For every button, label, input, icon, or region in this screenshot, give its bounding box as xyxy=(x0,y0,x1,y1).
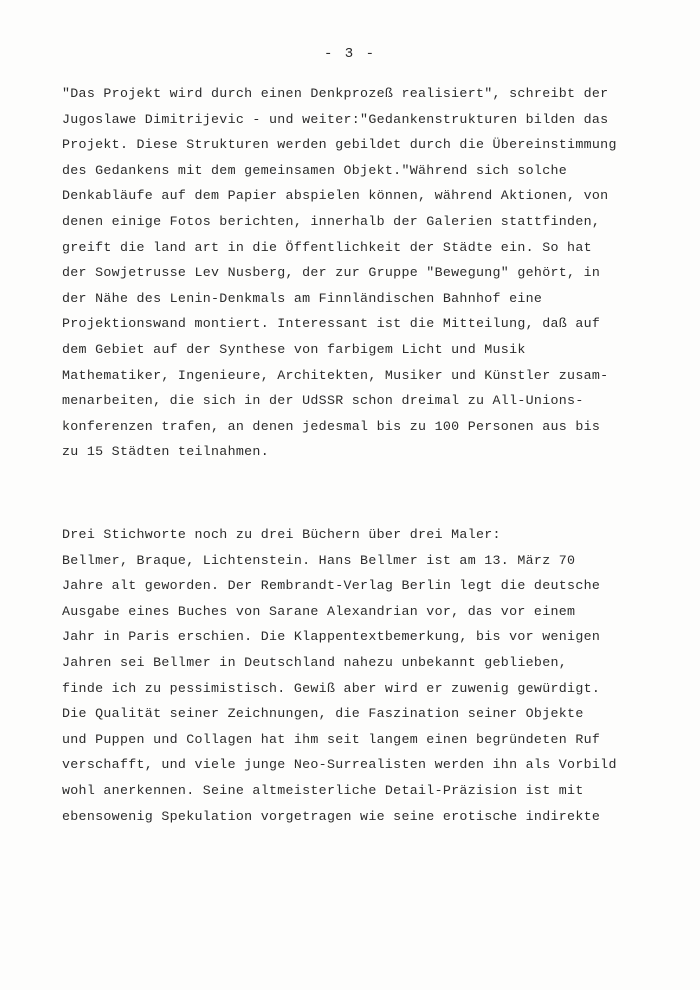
text-line: denen einige Fotos berichten, innerhalb der Galerien stattfinden, xyxy=(62,213,601,229)
text-line: Mathematiker, Ingenieure, Architekten, Musiker und Künstler zusam- xyxy=(62,367,609,383)
text-line: greift die land art in die Öffentlichkeit der Städte ein. So hat xyxy=(62,239,592,255)
text-line: Jahr in Paris erschien. Die Klappentextbemerkung, bis vor wenigen xyxy=(62,629,601,645)
text-line: Drei Stichworte noch zu drei Büchern über drei Maler: xyxy=(62,527,501,542)
text-line: konferenzen trafen, an denen jedesmal bis zu 100 Personen aus bis xyxy=(62,418,601,434)
text-line: finde ich zu pessimistisch. Gewiß aber wird er zuwenig gewürdigt. xyxy=(62,680,601,696)
text-line: des Gedankens mit dem gemeinsamen Objekt."Während sich solche xyxy=(62,162,568,178)
text-line: Jugoslawe Dimitrijevic - und weiter:"Gedankenstrukturen bilden das xyxy=(62,111,609,127)
text-line: der Sowjetrusse Lev Nusberg, der zur Gruppe "Bewegung" gehört, in xyxy=(62,265,601,281)
text-line: und Puppen und Collagen hat ihm seit langem einen begründeten Ruf xyxy=(62,731,601,747)
text-line: verschafft, und viele junge Neo-Surrealisten werden ihn als Vorbild xyxy=(62,757,617,773)
text-line: menarbeiten, die sich in der UdSSR schon dreimal zu All-Unions- xyxy=(62,393,584,409)
text-line: der Nähe des Lenin-Denkmals am Finnländischen Bahnhof eine xyxy=(62,290,543,306)
text-line: Projektionswand montiert. Interessant ist die Mitteilung, daß auf xyxy=(62,316,601,332)
text-line: wohl anerkennen. Seine altmeisterliche Detail-Präzision ist mit xyxy=(62,782,584,798)
text-line: Denkabläufe auf dem Papier abspielen können, während Aktionen, von xyxy=(62,188,609,204)
text-line: Projekt. Diese Strukturen werden gebildet durch die Übereinstimmung xyxy=(62,137,617,153)
text-line: "Das Projekt wird durch einen Denkprozeß realisiert", schreibt der xyxy=(62,86,609,101)
text-line: Jahre alt geworden. Der Rembrandt-Verlag Berlin legt die deutsche xyxy=(62,578,601,594)
paragraph-land-art xyxy=(62,81,662,465)
paragraph-bellmer xyxy=(62,522,662,829)
text-line: Bellmer, Braque, Lichtenstein. Hans Bellmer ist am 13. März 70 xyxy=(62,552,576,568)
page-number: - 3 - xyxy=(323,46,376,62)
text-line: Ausgabe eines Buches von Sarane Alexandrian vor, das vor einem xyxy=(62,603,576,619)
text-line: dem Gebiet auf der Synthese von farbigem Licht und Musik xyxy=(62,341,526,357)
text-line: Die Qualität seiner Zeichnungen, die Faszination seiner Objekte xyxy=(62,706,584,722)
text-line: zu 15 Städten teilnahmen. xyxy=(62,444,269,460)
text-line: Jahren sei Bellmer in Deutschland nahezu unbekannt geblieben, xyxy=(62,654,568,670)
text-line: ebensowenig Spekulation vorgetragen wie seine erotische indirekte xyxy=(62,808,601,824)
